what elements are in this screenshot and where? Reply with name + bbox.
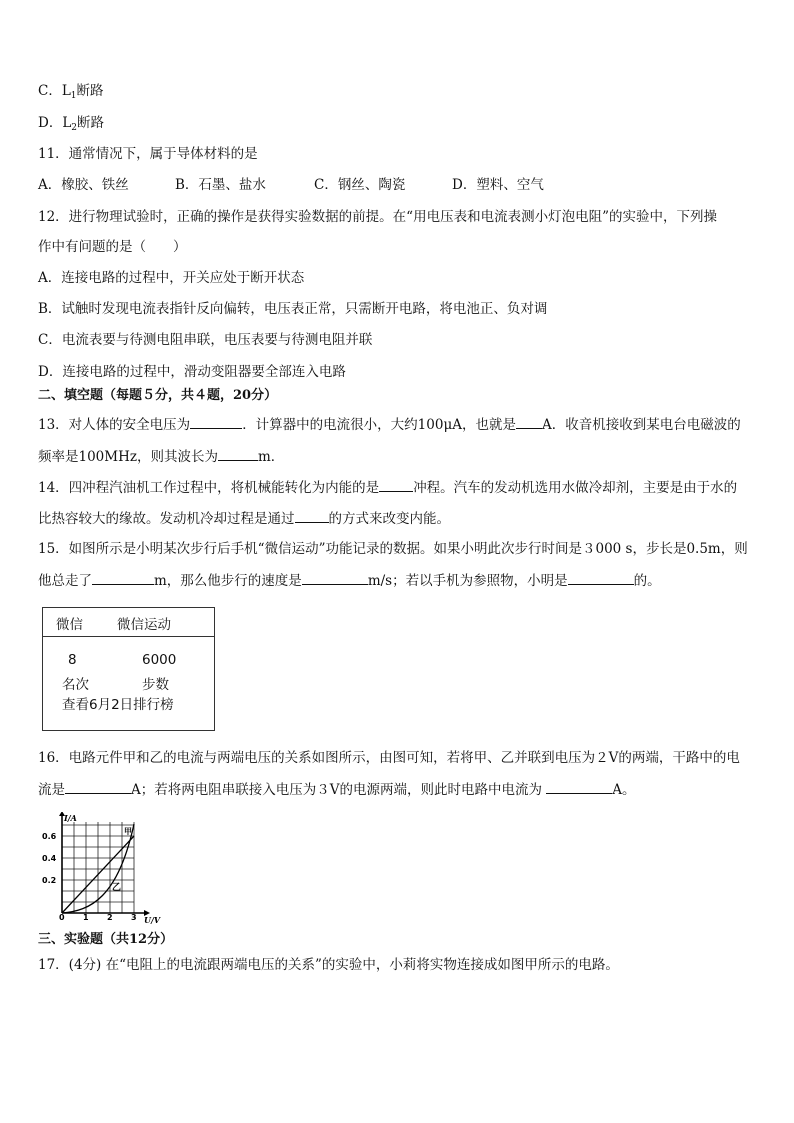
answer-blank[interactable] — [568, 570, 634, 585]
wechat-sport-figure — [42, 607, 215, 731]
answer-blank[interactable] — [302, 570, 368, 585]
header-divider — [43, 636, 214, 637]
question-12-line-2: 作中有问题的是（ ） — [38, 239, 187, 255]
option-d-l2-open: D．$L_2$断路 — [38, 115, 105, 133]
answer-blank[interactable] — [379, 477, 413, 492]
question-17: 17．(4分) 在“电阻上的电流跟两端电压的关系”的实验中，小莉将实物连接成如图甲所示的电路。 — [38, 957, 619, 973]
current-voltage-graph — [40, 812, 165, 924]
steps-label: 步数 — [142, 677, 169, 693]
question-15-line-1: 15．如图所示是小明某次步行后手机“微信运动”功能记录的数据。如果小明此次步行时间是３000 s，步长是0.5m，则 — [38, 541, 748, 557]
question-16-line-1: 16．电路元件甲和乙的电流与两端电压的关系如图所示，由图可知，若将甲、乙并联到电压为２V的两端，干路中的电 — [38, 750, 740, 766]
question-12-option-b: B．试触时发现电流表指针反向偏转，电压表正常，只需断开电路，将电池正、负对调 — [38, 301, 548, 317]
option-c-l1-open: C．$L_1$断路 — [38, 83, 104, 101]
x-tick-label: 1 — [83, 913, 89, 922]
rank-value: 8 — [68, 652, 77, 668]
question-12-option-a: A．连接电路的过程中，开关应处于断开状态 — [38, 270, 305, 286]
question-16-line-2: 流是 A；若将两电阻串联接入电压为３V的电源两端，则此时电路中电流为 A。 — [38, 779, 636, 800]
section-fill-in-heading: 二、填空题（每题５分，共４题，20分） — [38, 388, 278, 403]
y-tick-label: 0.6 — [42, 832, 57, 841]
question-11-option-c: C．钢丝、陶瓷 — [314, 177, 406, 193]
question-14-line-2: 比热容较大的缘故。发动机冷却过程是通过 的方式来改变内能。 — [38, 508, 450, 529]
x-axis-label: U/V — [144, 915, 161, 924]
question-11: 11．通常情况下，属于导体材料的是 — [38, 146, 258, 162]
question-11-option-d: D．塑料、空气 — [452, 177, 544, 193]
question-12-line-1: 12．进行物理试验时，正确的操作是获得实验数据的前提。在“用电压表和电流表测小灯泡电阻”的实验中，下列操 — [38, 209, 717, 225]
y-tick-label: 0.2 — [42, 876, 57, 885]
question-15-line-2: 他总走了 m，那么他步行的速度是 m/s；若以手机为参照物，小明是 的。 — [38, 570, 661, 591]
wechat-tab-label: 微信 — [56, 617, 83, 633]
x-tick-label: 2 — [107, 913, 113, 922]
answer-blank[interactable] — [516, 414, 542, 429]
y-axis-label: I/A — [64, 813, 77, 823]
question-12-option-c: C．电流表要与待测电阻串联，电压表要与待测电阻并联 — [38, 332, 373, 348]
answer-blank[interactable] — [190, 414, 242, 429]
steps-value: 6000 — [142, 652, 177, 668]
answer-blank[interactable] — [92, 570, 154, 585]
x-tick-label: 3 — [131, 913, 137, 922]
question-13-line-2: 频率是100MHz，则其波长为 m． — [38, 446, 284, 467]
question-14-line-1: 14．四冲程汽油机工作过程中，将机械能转化为内能的是 冲程。汽车的发动机选用水做冷却剂，主要是由于水的 — [38, 477, 737, 498]
section-experiment-heading: 三、实验题（共12分） — [38, 932, 174, 947]
question-11-option-b: B．石墨、盐水 — [175, 177, 266, 193]
answer-blank[interactable] — [218, 446, 258, 461]
question-11-option-a: A．橡胶、铁丝 — [38, 177, 129, 193]
answer-blank[interactable] — [65, 779, 131, 794]
leaderboard-link: 查看6月2日排行榜 — [62, 697, 174, 713]
y-tick-label: 0.4 — [42, 854, 57, 863]
answer-blank[interactable] — [546, 779, 612, 794]
x-tick-label: 0 — [59, 913, 65, 922]
question-12-option-d: D．连接电路的过程中，滑动变阻器要全部连入电路 — [38, 364, 346, 380]
question-13-line-1: 13．对人体的安全电压为 ．计算器中的电流很小，大约100μA，也就是 A．收音机接收到某电台电磁波的 — [38, 414, 741, 435]
answer-blank[interactable] — [295, 508, 329, 523]
rank-label: 名次 — [62, 677, 89, 693]
curve-yi-label: 乙 — [112, 883, 122, 893]
wechat-sport-tab-label: 微信运动 — [117, 617, 171, 633]
curve-jia-label: 甲 — [124, 827, 132, 836]
